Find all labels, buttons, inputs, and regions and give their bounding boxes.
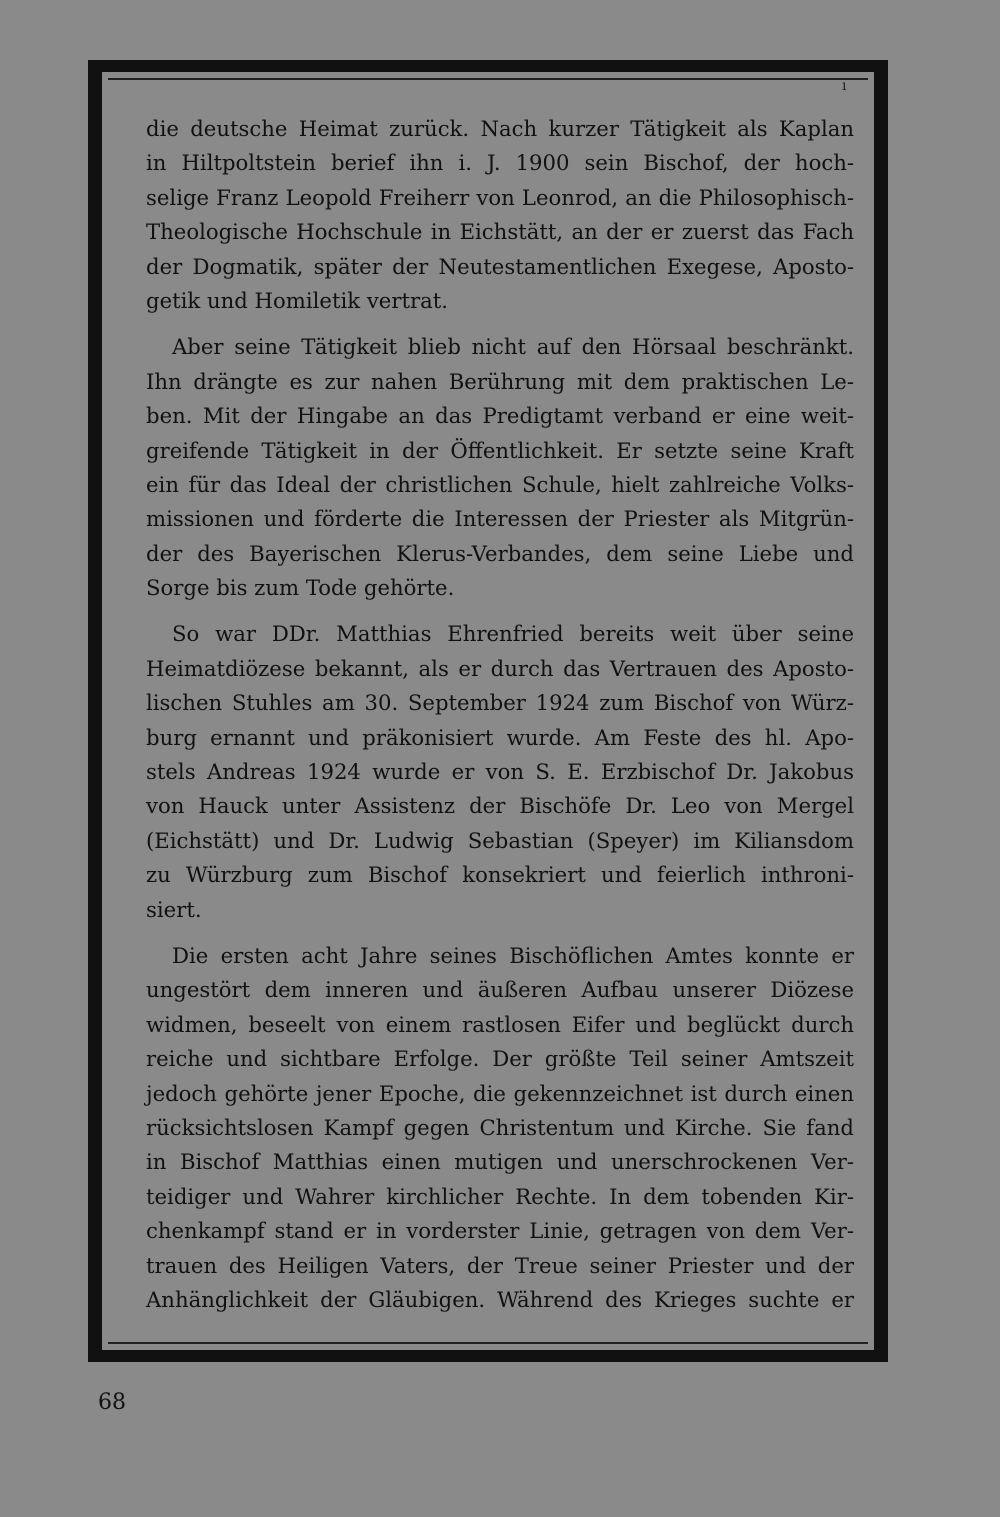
paragraph-2	[146, 330, 854, 605]
corner-mark: ı	[842, 78, 847, 94]
text-line: chenkampf stand er in vorderster Linie, getragen von dem Ver-	[146, 1218, 854, 1244]
text-line: rücksichtslosen Kampf gegen Christentum und Kirche. Sie fand	[146, 1114, 854, 1140]
paragraph-4	[146, 939, 854, 1317]
text-line: von Hauck unter Assistenz der Bischöfe Dr. Leo von Mergel	[146, 793, 854, 819]
text-line: burg ernannt und präkonisiert wurde. Am Feste des hl. Apo-	[146, 724, 854, 750]
text-line: (Eichstätt) und Dr. Ludwig Sebastian (Speyer) im Kiliansdom	[146, 827, 854, 853]
text-line: widmen, beseelt von einem rastlosen Eifer und beglückt durch	[146, 1011, 854, 1037]
text-line: zu Würzburg zum Bischof konsekriert und feierlich inthroni-	[146, 862, 854, 888]
body-text	[146, 112, 854, 1329]
text-line: greifende Tätigkeit in der Öffentlichkeit. Er setzte seine Kraft	[146, 437, 854, 463]
text-line: trauen des Heiligen Vaters, der Treue seiner Priester und der	[146, 1252, 854, 1278]
text-line: in Hiltpoltstein berief ihn i. J. 1900 sein Bischof, der hoch-	[146, 150, 854, 176]
text-line: teidiger und Wahrer kirchlicher Rechte. In dem tobenden Kir-	[146, 1183, 854, 1209]
page-number: 68	[98, 1390, 126, 1415]
paragraph-1	[146, 112, 854, 318]
text-line: reiche und sichtbare Erfolge. Der größte Teil seiner Amtszeit	[146, 1046, 854, 1072]
text-line: Sorge bis zum Tode gehörte.	[146, 575, 455, 601]
text-line: missionen und förderte die Interessen der Priester als Mitgrün-	[146, 506, 854, 532]
text-line: jedoch gehörte jener Epoche, die gekennzeichnet ist durch einen	[146, 1080, 854, 1106]
text-line: Ihn drängte es zur nahen Berührung mit dem praktischen Le-	[146, 368, 854, 394]
text-line: der Dogmatik, später der Neutestamentlichen Exegese, Aposto-	[146, 253, 854, 279]
text-line: ben. Mit der Hingabe an das Predigtamt verband er eine weit-	[146, 403, 854, 429]
paragraph-3	[146, 617, 854, 927]
text-line: in Bischof Matthias einen mutigen und unerschrockenen Ver-	[146, 1149, 854, 1175]
text-line: getik und Homiletik vertrat.	[146, 287, 448, 313]
text-line: ungestört dem inneren und äußeren Aufbau unserer Diözese	[146, 977, 854, 1003]
text-line: Heimatdiözese bekannt, als er durch das Vertrauen des Aposto-	[146, 655, 854, 681]
text-line: selige Franz Leopold Freiherr von Leonrod, an die Philosophisch-	[146, 184, 854, 210]
text-line: die deutsche Heimat zurück. Nach kurzer Tätigkeit als Kaplan	[146, 116, 854, 141]
text-line: der des Bayerischen Klerus-Verbandes, dem seine Liebe und	[146, 540, 854, 566]
text-line: Theologische Hochschule in Eichstätt, an der er zuerst das Fach	[146, 219, 854, 245]
text-line: Aber seine Tätigkeit blieb nicht auf den Hörsaal beschränkt.	[172, 334, 854, 360]
text-line: ein für das Ideal der christlichen Schule, hielt zahlreiche Volks-	[146, 471, 854, 497]
text-line: lischen Stuhles am 30. September 1924 zum Bischof von Würz-	[146, 690, 854, 716]
text-line: stels Andreas 1924 wurde er von S. E. Erzbischof Dr. Jakobus	[146, 759, 854, 785]
text-line: Anhänglichkeit der Gläubigen. Während des Krieges suchte er	[146, 1286, 854, 1312]
text-line: So war DDr. Matthias Ehrenfried bereits weit über seine	[172, 621, 854, 647]
text-line: siert.	[146, 896, 202, 922]
text-line: Die ersten acht Jahre seines Bischöflichen Amtes konnte er	[172, 942, 854, 968]
